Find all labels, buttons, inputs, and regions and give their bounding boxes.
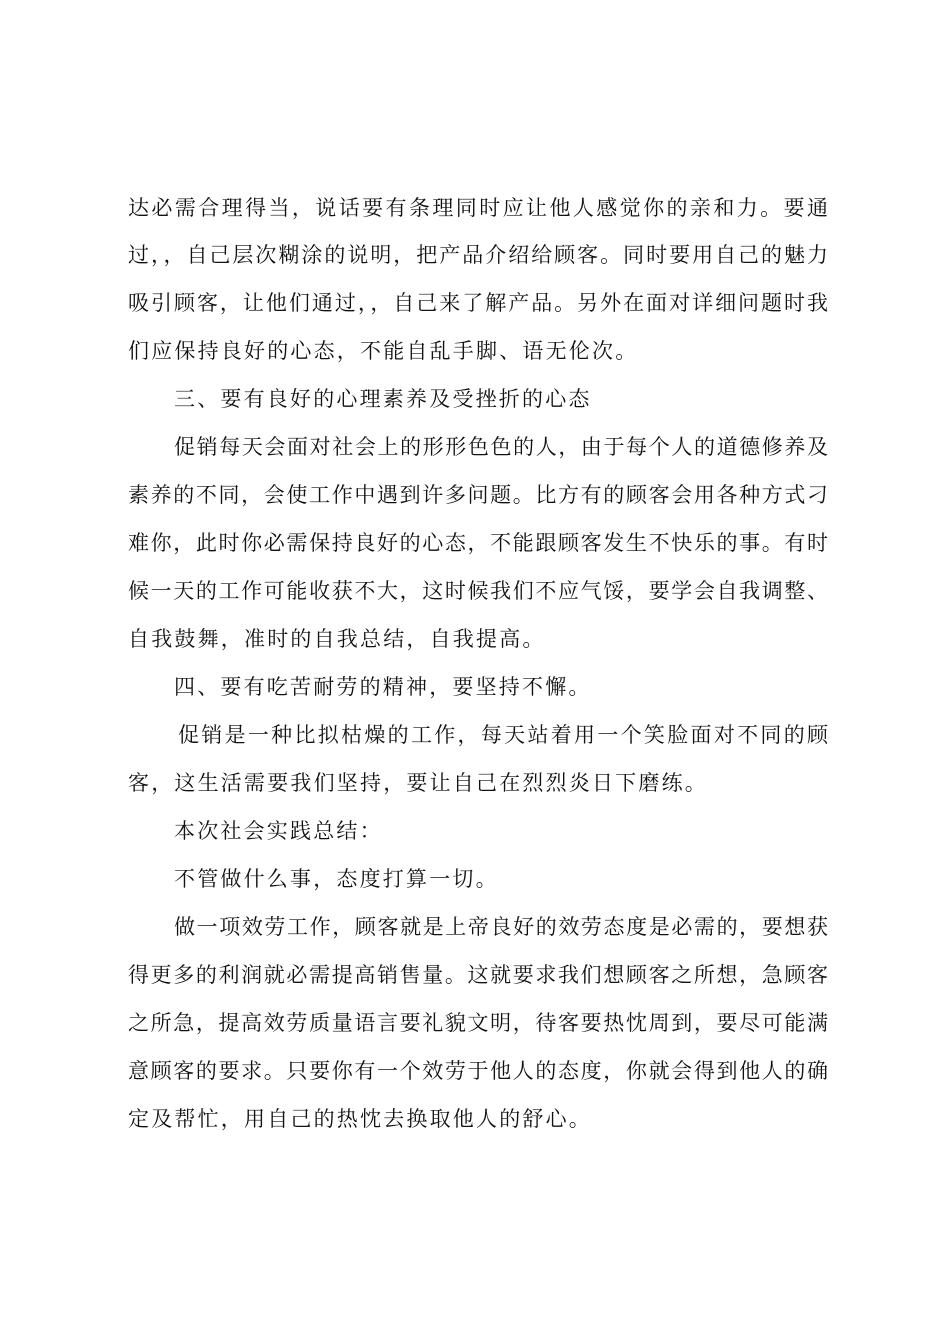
paragraph-line: 定及帮忙，用自己的热忱去换取他人的舒心。 xyxy=(128,1107,592,1131)
paragraph-line: 促销是一种比拟枯燥的工作，每天站着用一个笑脸面对不同的顾 xyxy=(178,723,828,747)
paragraph-line: 之所急，提高效劳质量语言要礼貌文明，待客要热忱周到，要尽可能满 xyxy=(128,1011,828,1035)
section-heading: 四、要有吃苦耐劳的精神，要坚持不懈。 xyxy=(174,675,592,699)
paragraph-line: 过，，自己层次糊涂的说明，把产品介绍给顾客。同时要用自己的魅力 xyxy=(128,243,828,267)
paragraph-line: 不管做什么事，态度打算一切。 xyxy=(174,867,499,891)
paragraph-line: 难你，此时你必需保持良好的心态，不能跟顾客发生不快乐的事。有时 xyxy=(128,531,828,555)
paragraph-line: 素养的不同，会使工作中遇到许多问题。比方有的顾客会用各种方式刁 xyxy=(128,483,828,507)
paragraph-line: 们应保持良好的心态，不能自乱手脚、语无伦次。 xyxy=(128,339,639,363)
summary-heading: 本次社会实践总结： xyxy=(174,819,383,843)
paragraph-line: 客，这生活需要我们坚持，要让自己在烈烈炎日下磨练。 xyxy=(128,771,708,795)
paragraph-line: 自我鼓舞，准时的自我总结，自我提高。 xyxy=(128,627,546,651)
paragraph-line: 得更多的利润就必需提高销售量。这就要求我们想顾客之所想，急顾客 xyxy=(128,963,828,987)
paragraph-line: 候一天的工作可能收获不大，这时候我们不应气馁，要学会自我调整、 xyxy=(128,579,828,603)
paragraph-line: 促销每天会面对社会上的形形色色的人，由于每个人的道德修养及 xyxy=(174,435,828,459)
paragraph-line: 意顾客的要求。只要你有一个效劳于他人的态度，你就会得到他人的确 xyxy=(128,1059,828,1083)
paragraph-line: 吸引顾客，让他们通过，，自己来了解产品。另外在面对详细问题时我 xyxy=(128,291,828,315)
paragraph-line: 达必需合理得当，说话要有条理同时应让他人感觉你的亲和力。要通 xyxy=(128,196,828,220)
paragraph-line: 做一项效劳工作，顾客就是上帝良好的效劳态度是必需的，要想获 xyxy=(174,915,828,939)
section-heading: 三、要有良好的心理素养及受挫折的心态 xyxy=(174,387,592,411)
